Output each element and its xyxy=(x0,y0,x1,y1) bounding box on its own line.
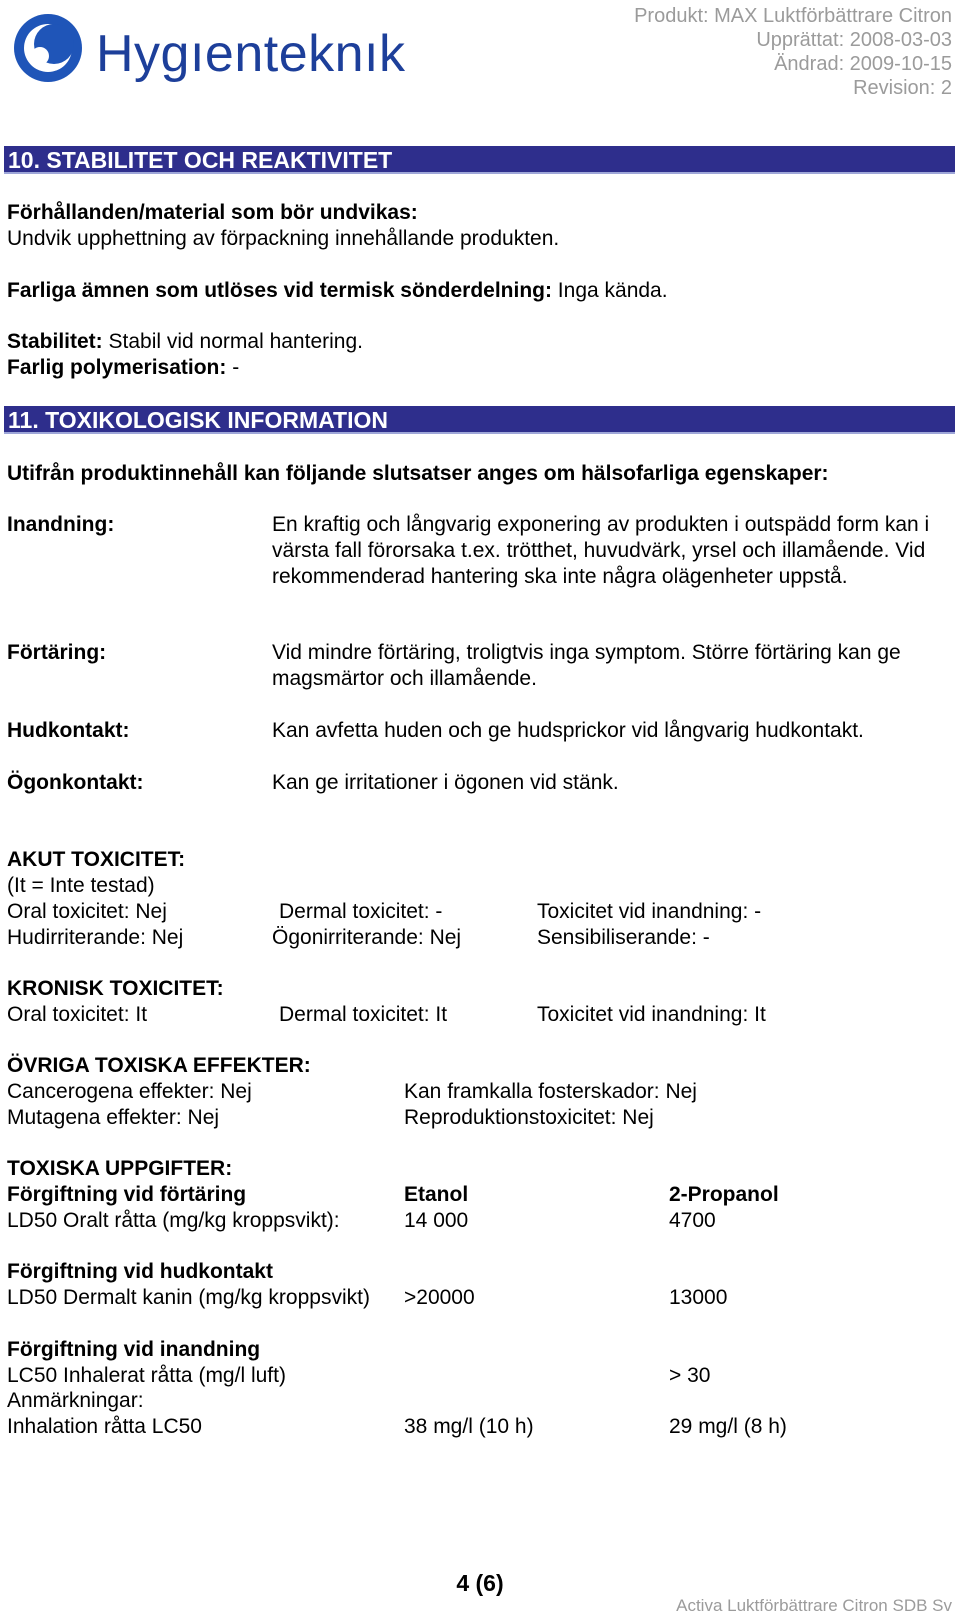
logo-mark-icon xyxy=(10,10,90,90)
skin-contact-heading: Förgiftning vid hudkontakt xyxy=(7,1260,273,1283)
exposure-label-skin: Hudkontakt: xyxy=(7,719,130,742)
avoid-label: Förhållanden/material som bör undvikas: xyxy=(7,201,418,224)
inhalation-lc50-label: Inhalation råtta LC50 xyxy=(7,1415,202,1438)
acute-eye-irritation: Ögonirriterande: Nej xyxy=(272,926,462,949)
fetal-damage: Kan framkalla fosterskador: Nej xyxy=(404,1080,697,1103)
inhalation-lc50-ethanol: 38 mg/l (10 h) xyxy=(404,1415,534,1438)
acute-oral: Oral toxicitet: Nej xyxy=(7,900,167,923)
stability-line xyxy=(7,329,363,355)
mutagenic-effects: Mutagena effekter: Nej xyxy=(7,1106,220,1129)
decomposition-label: Farliga ämnen som utlöses vid termisk sönderdelning: xyxy=(7,279,552,302)
exposure-text-skin: Kan avfetta huden och ge hudsprickor vid långvarig hudkontakt. xyxy=(272,719,864,742)
remarks-label: Anmärkningar: xyxy=(7,1389,144,1412)
section-11-heading: 11. TOXIKOLOGISK INFORMATION xyxy=(4,406,955,434)
ld50-oral-ethanol: 14 000 xyxy=(404,1209,469,1232)
brand-name: Hygıenteknık xyxy=(96,25,406,83)
created-date: Upprättat: 2008-03-03 xyxy=(756,29,952,51)
changed-date: Ändrad: 2009-10-15 xyxy=(774,53,952,75)
exposure-text-ingestion: Vid mindre förtäring, troligtvis inga symptom. Större förtäring kan ge magsmärtor och illamående. xyxy=(272,641,901,690)
exposure-label-eye: Ögonkontakt: xyxy=(7,771,144,794)
polymerisation-label: Farlig polymerisation: xyxy=(7,356,227,379)
chronic-inhalation: Toxicitet vid inandning: It xyxy=(537,1003,766,1026)
exposure-text-inhalation: En kraftig och långvarig exponering av produkten i outspädd form kan i värsta fall förorsaka t.ex. trötthet, huvudvärk, yrsel och illamående. Vid rekommenderad hantering ska inte några olägenheter uppstå. xyxy=(272,513,930,588)
revision: Revision: 2 xyxy=(853,77,952,99)
inhalation-heading: Förgiftning vid inandning xyxy=(7,1338,261,1361)
acute-inhalation: Toxicitet vid inandning: - xyxy=(537,900,762,923)
chronic-dermal: Dermal toxicitet: It xyxy=(279,1003,448,1026)
ingestion-heading: Förgiftning vid förtäring xyxy=(7,1183,247,1206)
exposure-label-ingestion: Förtäring: xyxy=(7,641,107,664)
company-logo xyxy=(10,6,430,86)
ld50-dermal-propanol: 13000 xyxy=(669,1286,728,1309)
product-name: Produkt: MAX Luktförbättrare Citron xyxy=(634,5,952,27)
chronic-oral: Oral toxicitet: It xyxy=(7,1003,148,1026)
page-number: 4 (6) xyxy=(456,1570,504,1596)
column-ethanol: Etanol xyxy=(404,1183,469,1206)
polymerisation-value: - xyxy=(226,356,240,379)
carcinogenic-effects: Cancerogena effekter: Nej xyxy=(7,1080,252,1103)
chronic-toxicity-title: KRONISK TOXICITET: xyxy=(7,977,224,1000)
section-10-heading: 10. STABILITET OCH REAKTIVITET xyxy=(4,146,955,174)
stability-label: Stabilitet: xyxy=(7,330,103,353)
ld50-dermal-label: LD50 Dermalt kanin (mg/kg kroppsvikt) xyxy=(7,1286,370,1309)
decomposition-line xyxy=(7,278,668,304)
lc50-propanol: > 30 xyxy=(669,1364,711,1387)
document-meta xyxy=(634,4,952,100)
acute-toxicity-note: (It = Inte testad) xyxy=(7,874,155,897)
toxic-data-title: TOXISKA UPPGIFTER: xyxy=(7,1157,233,1180)
ld50-dermal-ethanol: >20000 xyxy=(404,1286,475,1309)
other-effects-title: ÖVRIGA TOXISKA EFFEKTER: xyxy=(7,1054,311,1077)
acute-skin-irritation: Hudirriterande: Nej xyxy=(7,926,184,949)
column-2-propanol: 2-Propanol xyxy=(669,1183,779,1206)
inhalation-lc50-propanol: 29 mg/l (8 h) xyxy=(669,1415,787,1438)
exposure-text-eye: Kan ge irritationer i ögonen vid stänk. xyxy=(272,771,619,794)
lc50-label: LC50 Inhalerat råtta (mg/l luft) xyxy=(7,1364,286,1387)
document-footer: Activa Luktförbättrare Citron SDB Sv xyxy=(676,1596,952,1615)
exposure-label-inhalation: Inandning: xyxy=(7,513,115,536)
polymerisation-line xyxy=(7,355,239,381)
stability-value: Stabil vid normal hantering. xyxy=(102,330,363,353)
acute-sensitising: Sensibiliserande: - xyxy=(537,926,710,949)
decomposition-value: Inga kända. xyxy=(551,279,668,302)
reproductive-toxicity: Reproduktionstoxicitet: Nej xyxy=(404,1106,654,1129)
acute-toxicity-title: AKUT TOXICITET: xyxy=(7,848,186,871)
ld50-oral-propanol: 4700 xyxy=(669,1209,716,1232)
avoid-text: Undvik upphettning av förpackning innehållande produkten. xyxy=(7,227,560,250)
ld50-oral-label: LD50 Oralt råtta (mg/kg kroppsvikt): xyxy=(7,1209,340,1232)
acute-dermal: Dermal toxicitet: - xyxy=(279,900,443,923)
toxicology-intro: Utifrån produktinnehåll kan följande slutsatser anges om hälsofarliga egenskaper: xyxy=(7,462,829,485)
